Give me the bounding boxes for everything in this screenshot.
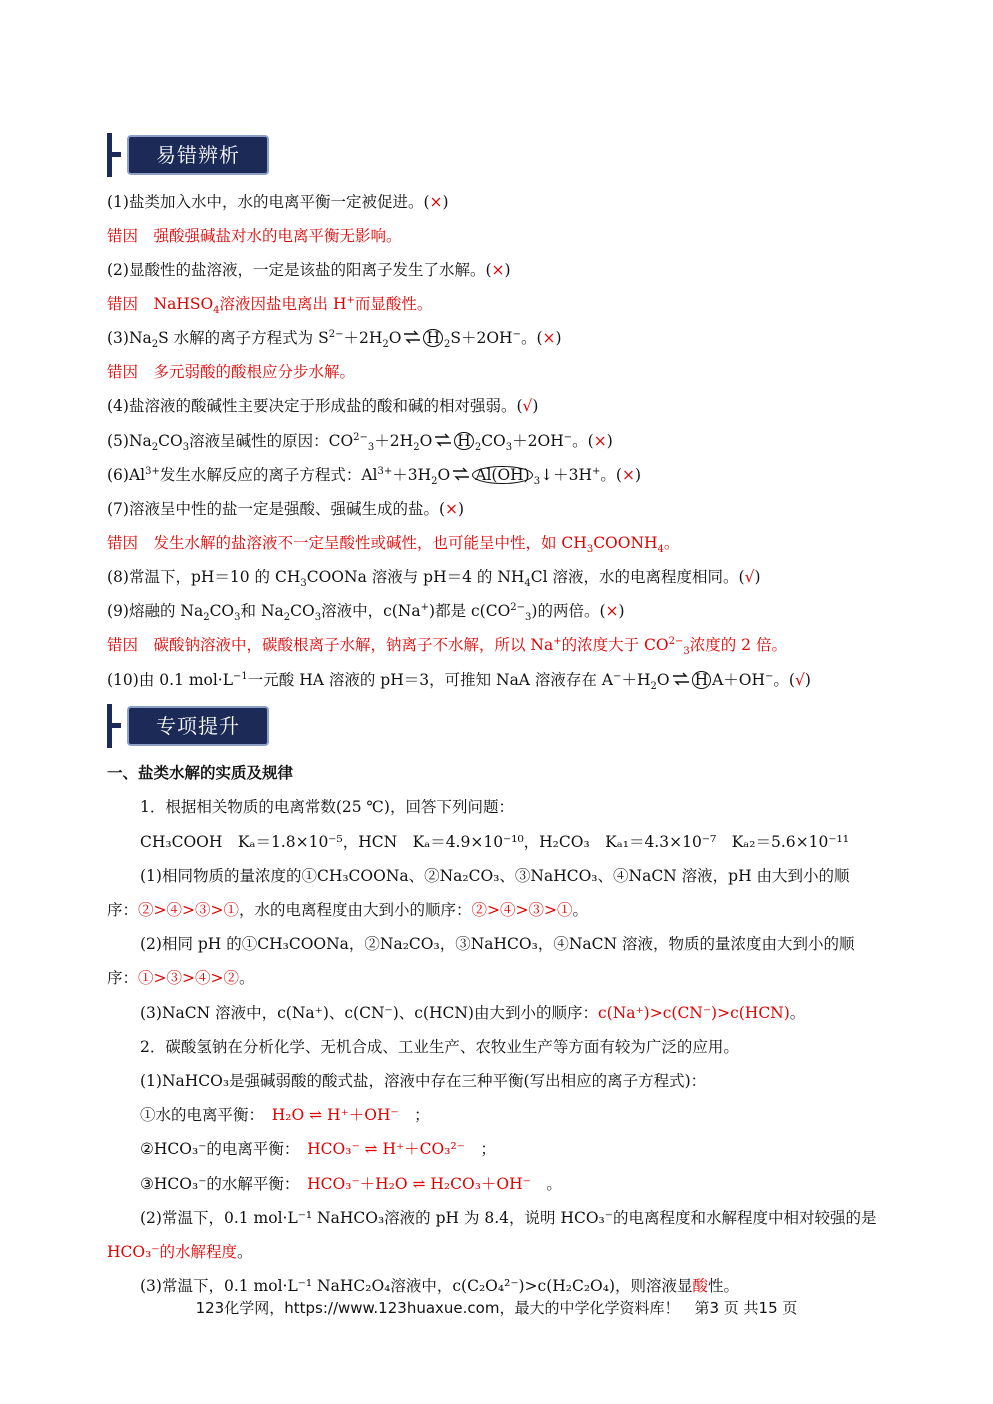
section-title: 易错辨析 [127, 135, 269, 175]
q2-2-stem: (2)常温下，0.1 mol·L⁻¹ NaHCO₃溶液的 pH 为 8.4，说明 HCO₃⁻的电离程度和水解程度中相对较强的是 [140, 1209, 877, 1227]
constants: CH₃COOH Kₐ＝1.8×10⁻⁵，HCN Kₐ＝4.9×10⁻¹⁰，H₂CO₃ Kₐ₁＝4.3×10⁻⁷ Kₐ₂＝5.6×10⁻¹¹ [140, 833, 849, 851]
item-2: (2)显酸性的盐溶液，一定是该盐的阳离子发生了水解。(×) [107, 261, 511, 279]
q1-1-stem: (1)相同物质的量浓度的①CH₃COONa、②Na₂CO₃、③NaHCO₃、④NaCN 溶液，pH 由大到小的顺 [140, 867, 850, 885]
page-footer: 123化学网，https://www.123huaxue.com，最大的中学化学资料库！ 第3 页 共15 页 [195, 1299, 798, 1317]
error-reason-1: 错因 强酸强碱盐对水的电离平衡无影响。 [107, 227, 402, 245]
q1-2-answer-line: 序：①>③>④>②。 [107, 969, 255, 987]
item-9: (9)熔融的 $Na_2CO_3$和 $Na_2CO_3$溶液中，c(Na+)都是 $c(CO^{2-}_3)$的两倍。(×) [107, 601, 625, 624]
q1-3: (3)NaCN 溶液中，c(Na⁺)、c(CN⁻)、c(HCN)由大到小的顺序：c(Na⁺)>c(CN⁻)>c(HCN)。 [140, 1004, 806, 1022]
error-reason-9: 错因 碳酸钠溶液中，碳酸根离子水解，钠离子不水解，所以 Na+的浓度大于 $CO^{2-}_3$浓度的 2 倍。 [107, 635, 787, 658]
reversible-arrow-icon [434, 433, 452, 447]
reversible-arrow-icon [672, 672, 690, 686]
banner-bracket-icon [107, 704, 121, 748]
q2-1-a: ①水的电离平衡： H₂O ⇌ H⁺＋OH⁻ ； [140, 1106, 430, 1124]
reversible-arrow-icon [452, 467, 470, 481]
q1-1-answer-line: 序：②>④>③>①，水的电离程度由大到小的顺序：②>④>③>①。 [107, 901, 588, 919]
question-2: 2．碳酸氢钠在分析化学、无机合成、工业生产、农牧业生产等方面有较为广泛的应用。 [140, 1038, 739, 1056]
question-1: 1．根据相关物质的电离常数(25 ℃)，回答下列问题： [140, 798, 514, 816]
q1-2-stem: (2)相同 pH 的①CH₃COONa，②Na₂CO₃，③NaHCO₃，④NaCN 溶液，物质的量浓度由大到小的顺 [140, 935, 855, 953]
q2-3: (3)常温下，0.1 mol·L⁻¹ NaHC₂O₄溶液中，c(C₂O₄²⁻)>c(H₂C₂O₄)，则溶液显酸性。 [140, 1277, 740, 1295]
item-4: (4)盐溶液的酸碱性主要决定于形成盐的酸和碱的相对强弱。(√) [107, 397, 539, 415]
part-heading: 一、盐类水解的实质及规律 [107, 763, 294, 782]
item-10: (10)由 0.1 $mol\cdot L^{-1}$一元酸 HA 溶液的 pH＝3，可推知 NaA 溶液存在 $A^-+H_2O$ H A＋OH−。(√) [107, 670, 811, 693]
error-reason-2: 错因 NaHSO$_4$溶液因盐电离出 H+而显酸性。 [107, 294, 433, 317]
section-banner-errors [107, 133, 267, 177]
error-reason-7: 错因 发生水解的盐溶液不一定呈酸性或碱性，也可能呈中性，如 $CH_3COONH_4$。 [107, 534, 680, 556]
reversible-arrow-icon [403, 330, 421, 344]
item-1: (1)盐类加入水中，水的电离平衡一定被促进。(×) [107, 193, 449, 211]
q2-2-answer: HCO₃⁻的水解程度。 [107, 1243, 253, 1261]
item-5: $(5)Na_2CO_3$溶液呈碱性的原因：$CO^{2-}_3+2H_2O$ H $_2CO_3+2OH^-$。(×) [107, 431, 613, 454]
error-reason-3: 错因 多元弱酸的酸根应分步水解。 [107, 363, 356, 381]
item-6: $(6)Al^{3+}$发生水解反应的离子方程式：$Al^{3+}+3H_2O$ Al(OH) $_3$↓＋3H+。(×) [107, 465, 641, 488]
q2-1-b: ②HCO₃⁻的电离平衡： HCO₃⁻ ⇌ H⁺＋CO₃²⁻ ； [140, 1140, 496, 1158]
section-title: 专项提升 [127, 706, 269, 746]
q2-1-c: ③HCO₃⁻的水解平衡： HCO₃⁻＋H₂O ⇌ H₂CO₃＋OH⁻ 。 [140, 1175, 562, 1193]
banner-bracket-icon [107, 133, 121, 177]
item-8: (8)常温下，pH＝10 的 $CH_3COONa$ 溶液与 pH＝4 的 $NH_4Cl$ 溶液，水的电离程度相同。(√) [107, 568, 761, 590]
item-3: $(3)Na_2S$ 水解的离子方程式为 $S^{2-}+2H_2O$ H $_2$S＋2OH−。(×) [107, 328, 562, 351]
q2-1: (1)NaHCO₃是强碱弱酸的酸式盐，溶液中存在三种平衡(写出相应的离子方程式)： [140, 1072, 707, 1090]
item-7: (7)溶液呈中性的盐一定是强酸、强碱生成的盐。(×) [107, 500, 465, 518]
section-banner-improve [107, 704, 267, 748]
